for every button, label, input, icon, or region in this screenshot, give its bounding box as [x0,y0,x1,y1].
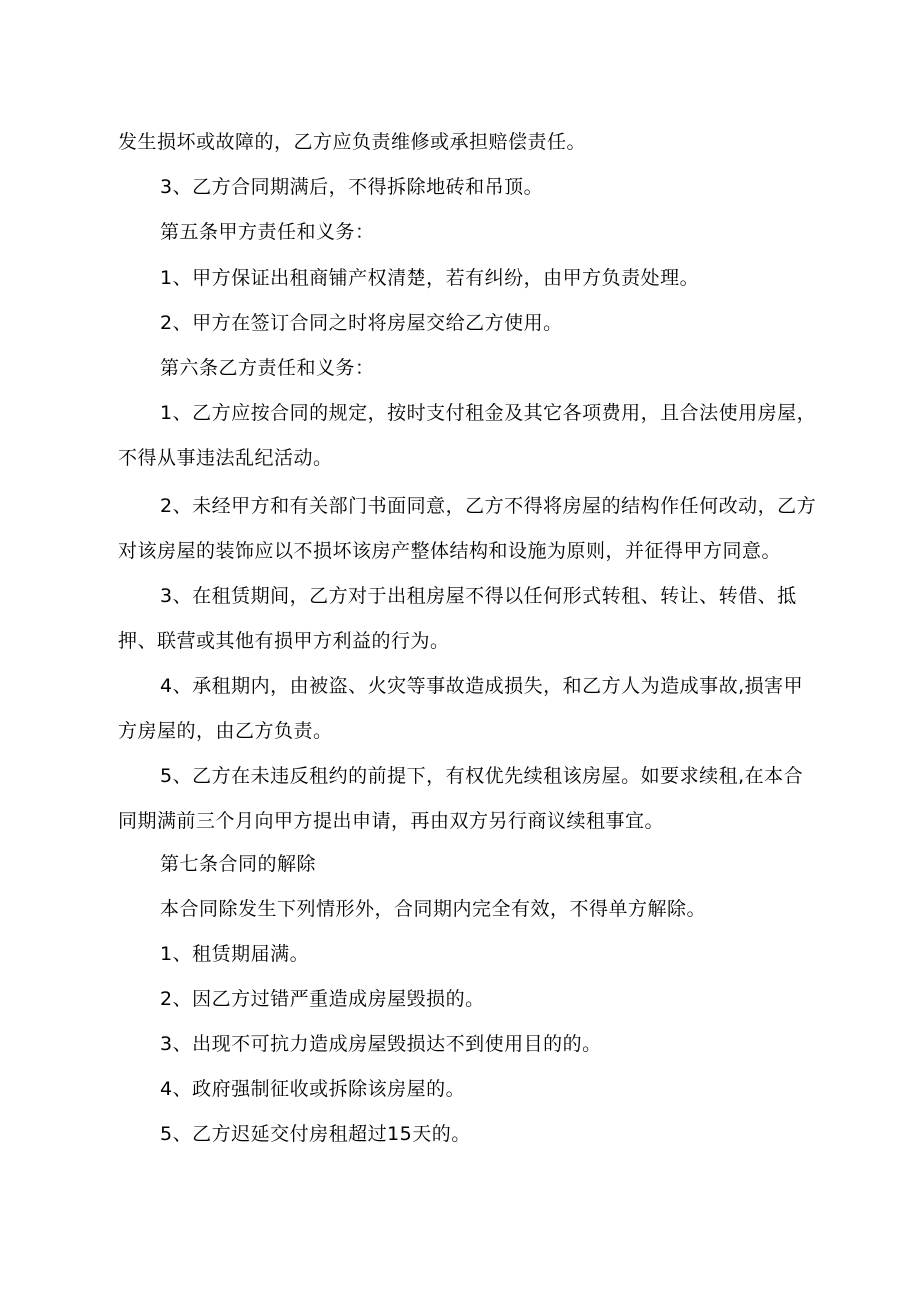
section-heading-article-7: 第七条合同的解除 [160,853,317,875]
section-heading-article-5: 第五条甲方责任和义务： [160,221,375,243]
paragraph-item-3-no-removal: 3、乙方合同期满后，不得拆除地砖和吊顶。 [160,176,544,198]
paragraph-article-7-item-2: 2、因乙方过错严重造成房屋毁损的。 [160,988,485,1010]
section-heading-article-6: 第六条乙方责任和义务： [160,357,375,379]
paragraph-article-7-intro: 本合同除发生下列情形外，合同期内完全有效，不得单方解除。 [160,898,707,920]
paragraph-article-6-item-1: 1、乙方应按合同的规定，按时支付租金及其它各项费用，且合法使用房屋，不得从事违法乱纪活动。 [118,402,817,469]
paragraph-article-6-item-4: 4、承租期内，由被盗、火灾等事故造成损失，和乙方人为造成事故,损害甲方房屋的，由乙方负责。 [118,675,804,742]
paragraph-article-7-item-4: 4、政府强制征收或拆除该房屋的。 [160,1078,466,1100]
paragraph-article-7-item-5: 5、乙方迟延交付房租超过15天的。 [160,1123,471,1145]
paragraph-article-5-item-2: 2、甲方在签订合同之时将房屋交给乙方使用。 [160,312,563,334]
paragraph-continuation: 发生损坏或故障的，乙方应负责维修或承担赔偿责任。 [118,131,587,153]
paragraph-article-7-item-1: 1、租赁期届满。 [160,943,310,965]
paragraph-article-6-item-5: 5、乙方在未违反租约的前提下，有权优先续租该房屋。如要求续租,在本合同期满前三个月向甲方提出申请，再由双方另行商议续租事宜。 [118,765,804,832]
paragraph-article-5-item-1: 1、甲方保证出租商铺产权清楚，若有纠纷，由甲方负责处理。 [160,267,700,289]
paragraph-article-6-item-3: 3、在租赁期间，乙方对于出租房屋不得以任何形式转租、转让、转借、抵押、联营或其他有损甲方利益的行为。 [118,585,797,652]
paragraph-article-6-item-2: 2、未经甲方和有关部门书面同意，乙方不得将房屋的结构作任何改动，乙方对该房屋的装饰应以不损坏该房产整体结构和设施为原则，并征得甲方同意。 [118,495,817,562]
paragraph-article-7-item-3: 3、出现不可抗力造成房屋毁损达不到使用目的的。 [160,1033,602,1055]
